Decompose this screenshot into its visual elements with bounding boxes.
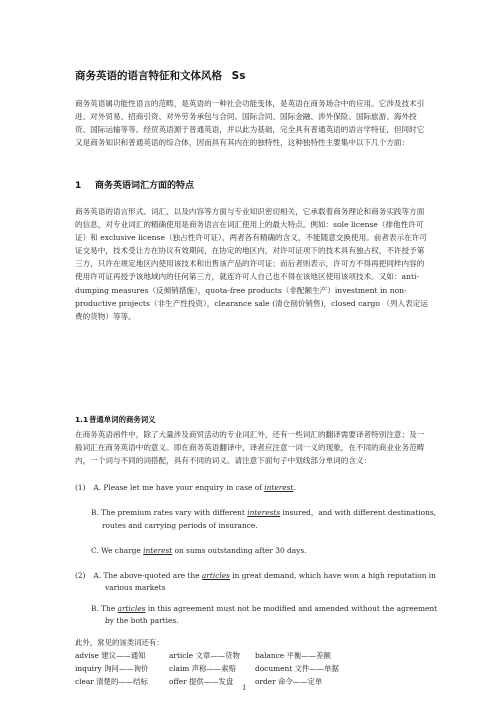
underlined-term: articles xyxy=(201,571,230,580)
page-number: 1 xyxy=(242,684,247,692)
subsection-title: 普通单词的商务词义 xyxy=(89,415,156,424)
section-1-1-paragraph: 在商务英语函件中，除了大量涉及商贸活动的专业词汇外，还有一些词汇的翻译需要译者特别注意；及一般词汇在商务英语中的意义。即在商务英语翻译中，译者应注意一词一义的现象，在不同的商业业务范畴内，一个词与不同的词搭配，具有不同的词义。请注意下面句子中划线部分单词的含义： xyxy=(75,430,425,466)
section-1-paragraph: 商务英语的语言形式、词汇、以及内容等方面与专业知识密切相关，它承载着商务理论和商务实践等方面的信息，对专业词汇的精确使用是商务语言在词汇使用上的最大特点。例如：sole license（排他性许可证）和 exclusive license（独占性许可证），两者各有精确的含义，不能随意交换使用。前者表示在许可证交易中，技术受让方在协议有效期间，在协定的地区内，对许可证项下的技术具有独占权，不许授予第三方，只许在规定地区内使用该技术和出售该产品的许可证；而后者则表示，许可方不得再把同样内容的使用许可证再授予该地域内的任何第三方，就连许可人自己也不得在该地区使用该项技术。又如：anti-dumping measures（反倾销措施），quota-free products（非配额生产）investment in non-productive projects（非生产性投资），clearance sale (清仓削价销售)，closed cargo （列入表定运费的货物）等等。 xyxy=(75,207,428,321)
title-text: 商务英语的语言特征和文体风格 xyxy=(75,70,222,82)
title-suffix: Ss xyxy=(231,70,246,82)
vocab-intro: 此外，常见的该类词还有： xyxy=(75,638,164,647)
vocab-row: advise 建议——通知 article 文章——货物 balance 平衡——差额 xyxy=(75,651,331,660)
section-title: 商务英语词汇方面的特点 xyxy=(95,181,195,191)
underlined-term: interest xyxy=(264,483,294,492)
example-number: (2) xyxy=(75,571,86,580)
example-1-c: C. We charge interest on sums outstanding after 30 days. xyxy=(91,546,307,555)
page-title xyxy=(75,68,245,83)
example-1-b: B. The premium rates vary with different interests insured，and with different destinations, xyxy=(91,508,437,517)
underlined-term: articles xyxy=(117,604,146,613)
example-number: (1) xyxy=(75,483,86,492)
intro-paragraph: 商务英语属功能性语言的范畴，是英语的一种社会功能变体，是英语在商务场合中的应用。它涉及技术引进、对外贸易、招商引资、对外劳务承包与合同、国际合同、国际金融、涉外保险、国际旅游、海外投资、国际运输等等。经贸英语源于普通英语，并以此为基础，完全具有普通英语的语言学特征，但同时它又是商务知识和普通英语的综合体，因而具有其内在的独特性，这种独特性主要集中以下几个方面： xyxy=(75,99,425,148)
section-number: 1 xyxy=(75,181,82,191)
underlined-term: interest xyxy=(143,546,173,555)
example-1-b-cont: routes and carrying periods of insurance. xyxy=(102,521,258,530)
example-2-a: (2) A. The above-quoted are the articles in great demand, which have won a high reputation in xyxy=(75,571,436,580)
example-2-a-cont: various markets xyxy=(105,583,166,592)
vocab-row: clear 清楚的——结标 offer 提供——发盘 order 命令——定单 xyxy=(75,677,323,686)
section-heading-1-1 xyxy=(75,414,156,425)
example-2-b-cont: by the both parties. xyxy=(105,616,179,625)
vocab-section xyxy=(75,636,365,688)
subsection-number: 1.1 xyxy=(75,415,89,424)
vocab-row: inquiry 询问——询价 claim 声称——索赔 document 文件——单据 xyxy=(75,664,339,673)
section-heading-1 xyxy=(75,178,194,191)
underlined-term: interests xyxy=(247,508,281,517)
example-1-a: (1) A. Please let me have your enquiry in case of interest. xyxy=(75,483,296,492)
example-2-b: B. The articles in this agreement must not be modified and amended without the agreement xyxy=(91,604,438,613)
